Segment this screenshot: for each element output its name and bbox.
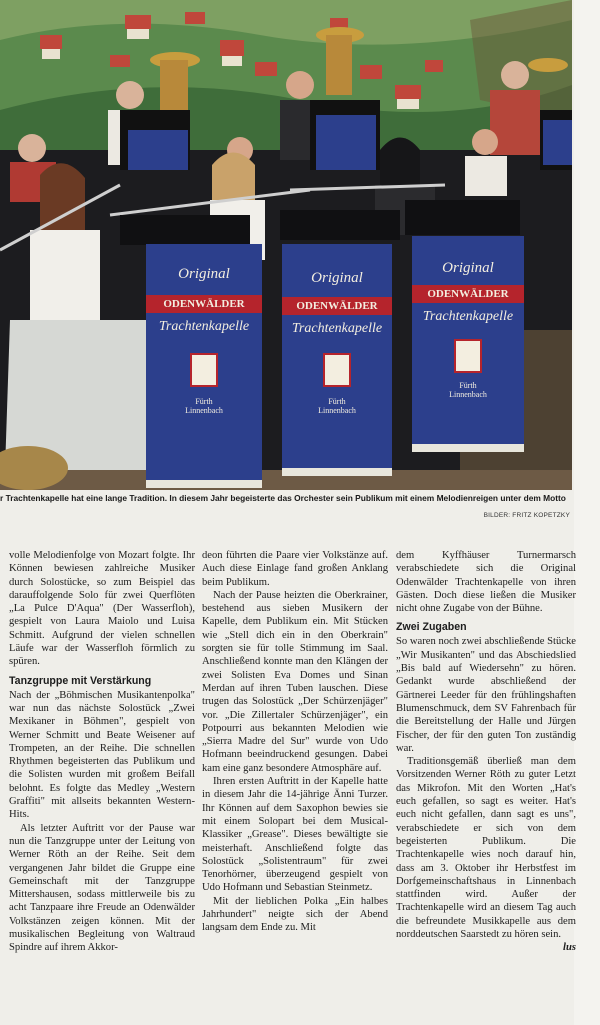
- banner-middle-line2: ODENWÄLDER: [282, 297, 392, 315]
- paragraph: Mit der lieblichen Polka „Ein halbes Jahrhundert" neigte sich der Abend langsam dem Ende zu. Mit: [202, 895, 388, 934]
- photo-caption: r Trachtenkapelle hat eine lange Tradition. In diesem Jahr begeisterte das Orchester sein Publikum mit einem Melodienreigen unter dem Motto: [0, 493, 566, 503]
- banner-middle-place2: Linnenbach: [318, 406, 356, 415]
- paragraph: deon führten die Paare vier Volkstänze auf. Auch diese Einlage fand großen Anklang beim Publikum.: [202, 550, 388, 588]
- paragraph: volle Melodienfolge von Mozart folgte. Ihr Können bewiesen zahlreiche Musiker durch Solostücke, so zum Beispiel das darauffolgende Solo für zwei Querflöten „La Pulce D'Aqua" (Der Wasserfloh), gespielt von Laura Maiolo und Luisa Schmitt. Aufgrund der vielen schnellen Läufe war der Wasserfloh förmlich zu spüren.: [9, 550, 195, 668]
- banner-right-place2: Linnenbach: [449, 390, 487, 399]
- paragraph: So waren noch zwei abschließende Stücke „Wir Musikanten" und das Abschiedslied „Bis bald auf Wiedersehn" zu hören. Gedankt wurde abschließend der Gärtnerei Leeder für den frühlingshaften Blumenschmuck, dem SV Fahrenbach für die Bereitstellung der Halle und Jürgen Fischer, der für den guten Ton zuständig war.: [396, 636, 576, 754]
- banner-left-line1: Original: [178, 266, 230, 282]
- paragraph: Nach der Pause heizten die Oberkrainer, bestehend aus sieben Musikern der Kapelle, dem Publikum ein. Mit Stücken wie „Stell dich ein in den Oberkrain" sorgten sie für tolle Stimmung im Saal. Anschließend konnte man den Klängen der zwei Solisten Eva Domes und Sinan Merdan auf ihren Tuben lauschen. Diese trugen das Solostück „Der Schürzenjäger" vor. „Die Zillertaler Schürzenjäger", ein Potpourri aus bekannten Melodien wie „Sierra Madre del Sur" wurde von Udo Hofmann beeindruckend gesungen. Dabei kam eine ganz besondere Atmosphäre auf.: [202, 589, 388, 774]
- paragraph: Nach der „Böhmischen Musikantenpolka" war nun das nächste Solostück „Zwei Mexikaner in Böhmen", gespielt von Werner Schmitt und Beate Weisener auf Trompeten, an der Reihe. Die schnellen Rhythmen begeisterten das Publikum und die Solisten wurden mit großem Beifall belohnt. Es folgte das Medley „Western Graffiti" mit allseits bekannten Western-Hits.: [9, 689, 195, 821]
- orchestra-photo: [0, 0, 572, 490]
- banner-left-line2: ODENWÄLDER: [146, 295, 262, 313]
- banner-left-place2: Linnenbach: [185, 406, 223, 415]
- photo-credit: BILDER: FRITZ KOPETZKY: [483, 512, 570, 519]
- paragraph: Ihren ersten Auftritt in der Kapelle hatte in diesem Jahr die 14-jährige Änni Turzer. Ihr Können auf dem Saxophon bewies sie mit einem Solopart bei dem Musical-Klassiker „Grease". Dieses bewältigte sie meisterhaft. Anschließend folgte das Solostück „Solistentraum" für zwei Tenorhörner, überzeugend gespielt von Udo Hofmann und Sebastian Steinmetz.: [202, 776, 388, 894]
- banner-middle-line1: Original: [311, 270, 363, 286]
- subheading: Tanzgruppe mit Verstärkung: [9, 674, 152, 687]
- article-column-2: [202, 549, 388, 935]
- coat-of-arms-icon: [190, 353, 218, 387]
- banner-middle-line3: Trachtenkapelle: [291, 321, 383, 336]
- article-column-3: [396, 549, 576, 955]
- author-signature: lus: [563, 942, 576, 954]
- banner-left-line3: Trachtenkapelle: [158, 319, 250, 334]
- article-column-1: [9, 549, 195, 955]
- banner-right-line1: Original: [442, 260, 494, 276]
- banner-right-place1: Fürth: [459, 381, 477, 390]
- paragraph: Traditionsgemäß überließ man dem Vorsitzenden Werner Röth zu guter Letzt das Mikrofon. Mit den Worten „Hat's euch gefallen, so sagt es weiter. Hat's euch nicht gefallen, dann sagt es uns", verabschiedete er sich von dem begeisterten Publikum. Die Trachtenkapelle wies noch darauf hin, dass am 3. Oktober ihr Herbstfest im Dorfgemeinschaftshaus in Linnenbach stattfinden wird. Außer der Trachtenkapelle wird an diesem Tag auch die befreundete Musikkapelle aus dem norddeutschen Saarstedt zu hören sein.: [396, 756, 576, 941]
- coat-of-arms-icon: [454, 339, 482, 373]
- banner-left: [146, 244, 262, 488]
- banner-middle-place1: Fürth: [328, 397, 346, 406]
- coat-of-arms-icon: [323, 353, 351, 387]
- paragraph: Als letzter Auftritt vor der Pause war nun die Tanzgruppe unter der Leitung von Werner Röth an der Reihe. Seit dem vergangenen Jahr bildet die Gruppe eine Gemeinschaft mit der Tanzgruppe Mittershausen, sodass mittlerweile bis zu acht Tanzpaare ihre Freude an Odenwälder Volkstänzen zeigen können. Mit der musikalischen Begleitung von Waltraud Spindre auf ihrem Akkor-: [9, 822, 195, 954]
- paragraph: dem Kyffhäuser Turnermarsch verabschiedete sich die Original Odenwälder Trachtenkapelle von ihren Gästen. Doch diese ließen die Musiker nicht ohne Zugabe von der Bühne.: [396, 550, 576, 615]
- banner-right-line2: ODENWÄLDER: [412, 285, 524, 303]
- banner-right: [412, 236, 524, 452]
- banner-right-line3: Trachtenkapelle: [422, 309, 514, 324]
- subheading: Zwei Zugaben: [396, 621, 467, 634]
- page-margin: [574, 0, 600, 1025]
- banner-middle: [282, 244, 392, 476]
- banner-left-place1: Fürth: [195, 397, 213, 406]
